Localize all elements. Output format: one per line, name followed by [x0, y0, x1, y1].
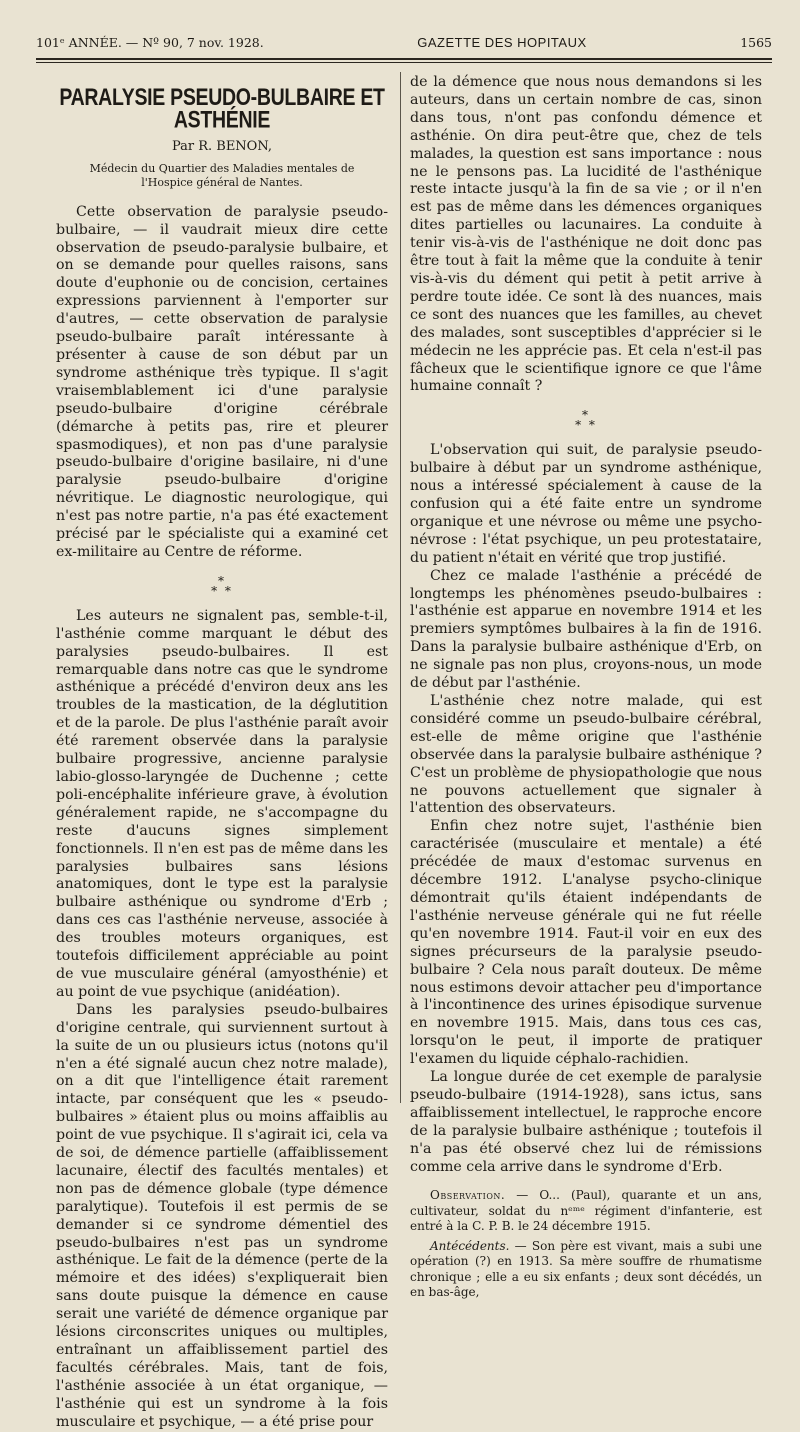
section-break-line-2: * *	[211, 583, 233, 598]
paragraph: La longue durée de cet exemple de paralysie pseudo-bulbaire (1914-1928), sans ictus, sans affaiblissement intellectuel, le rapproche encore de la paralysie bulbaire asthénique ; toutefois il n'a pas été observé chez lui de rémissions comme cela arrive dans le syndrome d'Erb.	[410, 1069, 762, 1175]
paragraph: Les auteurs ne signalent pas, semble-t-il, l'asthénie comme marquant le début des paralysies pseudo-bulbaires. Il est remarquable dans notre cas que le syndrome asthénique a précédé d'environ deux ans les troubles de la mastication, de la déglutition et de la parole. De plus l'asthénie paraît avoir été rarement observée dans la paralysie bulbaire progressive, ancienne paralysie labio-glosso-laryngée de Duchenne ; cette poli-encéphalite inférieure grave, à évolution généralement rapide, ne s'accompagne du reste d'aucuns signes simplement fonctionnels. Il n'en est pas de même dans les paralysies bulbaires sans lésions anatomiques, dont le type est la paralysie bulbaire asthénique ou syndrome d'Erb ; dans ces cas l'asthénie nerveuse, associée à des troubles moteurs organiques, est toutefois difficilement appréciable au point de vue musculaire général (amyosthénie) et au point de vue psychique (anidéation).	[56, 607, 388, 1000]
antecedents-text: — Son père est vivant, mais a subi une opération (?) en 1913. Sa mère souffre de rhumatisme chronique ; elle a eu six enfants ; deux sont décédés, un en bas-âge,	[410, 1238, 762, 1300]
antecedents-paragraph	[410, 1239, 762, 1301]
paragraph: Cette observation de paralysie pseudo-bulbaire, — il vaudrait mieux dire cette observation de pseudo-paralysie bulbaire, et on se demande pour quelles raisons, sans doute d'euphonie ou de concision, certaines expressions parviennent à l'emporter sur d'autres, — cette observation de paralysie pseudo-bulbaire paraît intéressante à présenter à cause de son début par un syndrome asthénique très typique. Il s'agit vraisemblablement ici d'une paralysie pseudo-bulbaire d'origine cérébrale (démarche à petits pas, rire et pleurer spasmodiques), et non pas d'une paralysie pseudo-bulbaire d'origine basilaire, ni d'une paralysie pseudo-bulbaire d'origine névritique. Le diagnostic neurologique, qui n'est pas notre partie, n'a pas été exactement précisé par le spécialiste qui a examiné cet ex-militaire au Centre de réforme.	[56, 203, 388, 560]
paragraph: Enfin chez notre sujet, l'asthénie bien caractérisée (musculaire et mentale) a été précédée de maux d'estomac survenus en décembre 1912. L'analyse psycho-clinique démontrait qu'ils étaient indépendants de l'asthénie nerveuse générale qui ne fut réelle qu'en novembre 1914. Faut-il voir en eux des signes précurseurs de la paralysie pseudo-bulbaire ? Cela nous paraît douteux. De même nous estimons devoir attacher peu d'importance à l'incontinence des urines épisodique survenue en novembre 1915. Mais, dans tous ces cas, lorsqu'on le peut, il importe de pratiquer l'examen du liquide céphalo-rachidien.	[410, 818, 762, 1068]
paragraph: de la démence que nous nous demandons si les auteurs, dans un certain nombre de cas, sinon dans tous, n'ont pas confondu démence et asthénie. On dira peut-être que, chez de tels malades, la question est sans importance : nous ne le pensons pas. La lucidité de l'asthénique reste intacte jusqu'à la fin de sa vie ; or il n'en est pas de même dans les démences organiques dites partielles ou lacunaires. La conduite à tenir vis-à-vis de l'asthénique ne doit donc pas être tout à fait la même que la conduite à tenir vis-à-vis du dément qui petit à petit arrive à perdre toute idée. Ce sont là des nuances, mais ce sont des nuances que les familles, au chevet des malades, sont susceptibles d'apprécier si le médecin ne les apprécie pas. Et cela n'est-il pas fâcheux que le scientifique ignore ce que l'âme humaine connaît ?	[410, 74, 762, 395]
paragraph: L'asthénie chez notre malade, qui est considéré comme un pseudo-bulbaire cérébral, est-elle de même origine que l'asthénie observée dans la paralysie bulbaire asthénique ? C'est un problème de physiopathologie que nous ne pouvons actuellement que signaler à l'attention des observateurs.	[410, 693, 762, 817]
header-rule-thin	[36, 62, 772, 63]
issue-info: 101ᵉ ANNÉE. — Nº 90, 7 nov. 1928.	[36, 35, 264, 50]
observation-notes	[410, 1188, 762, 1301]
article-author: Par R. BENON,	[171, 138, 273, 154]
paragraph: L'observation qui suit, de paralysie pseudo-bulbaire à début par un syndrome asthénique, nous a intéressé spécialement à cause de la confusion qui a été faite entre un syndrome organique et une névrose ou même une psycho-névrose : l'état psychique, un peu protestataire, du patient n'était en vérité que trop justifié.	[410, 442, 762, 566]
page-number: 1565	[740, 35, 772, 50]
section-break	[410, 408, 762, 433]
right-column	[410, 74, 762, 1300]
page-header	[36, 20, 772, 50]
header-rule-thick	[36, 58, 772, 60]
section-break	[56, 573, 388, 598]
paragraph: Dans les paralysies pseudo-bulbaires d'origine centrale, qui surviennent surtout à la suite de un ou plusieurs ictus (notons qu'il n'en a été signalé aucun chez notre malade), on a dit que l'intelligence était rarement intacte, par conséquent que les « pseudo-bulbaires » étaient plus ou moins affaiblis au point de vue psychique. Il s'agirait ici, cela va de soi, de démence partielle (affaiblissement lacunaire, électif des facultés mentales) et non pas de démence globale (type démence paralytique). Toutefois il est permis de se demander si ce syndrome démentiel des pseudo-bulbaires n'est pas un syndrome asthénique. Le fait de la démence (perte de la mémoire et des idées) s'expliquerait bien sans doute puisque la démence en cause serait une variété de démence organique par lésions circonscrites uniques ou multiples, entraînant un affaiblissement partiel des facultés cérébrales. Mais, tant de fois, l'asthénie associée à un état organique, — l'asthénie qui est un syndrome à la fois musculaire et psychique, — a été prise pour	[56, 1001, 388, 1430]
observation-label: Observation.	[430, 1188, 506, 1203]
left-column	[56, 74, 388, 1430]
observation-paragraph	[410, 1188, 762, 1235]
author-affiliation: Médecin du Quartier des Maladies mentales de l'Hospice général de Nantes.	[89, 161, 355, 189]
section-break-line-2: * *	[575, 418, 597, 433]
section-break-line-1: *	[218, 573, 226, 588]
journal-name: GAZETTE DES HOPITAUX	[417, 35, 587, 50]
antecedents-label: Antécédents.	[430, 1238, 510, 1253]
column-divider	[400, 72, 401, 1103]
paragraph: Chez ce malade l'asthénie a précédé de longtemps les phénomènes pseudo-bulbaires : l'asthénie est apparue en novembre 1914 et les premiers symptômes bulbaires à la fin de 1916. Dans la paralysie bulbaire asthénique d'Erb, on ne signale pas non plus, croyons-nous, un mode de début par l'asthénie.	[410, 567, 762, 692]
article-title: PARALYSIE PSEUDO-BULBAIRE ET ASTHÉNIE	[59, 83, 385, 134]
observation-text: — O... (Paul), quarante et un ans, cultivateur, soldat du nᵉᵐᵉ régiment d'infanterie, est entré à la C. P. B. le 24 décembre 1915.	[410, 1188, 762, 1234]
section-break-line-1: *	[582, 408, 590, 423]
